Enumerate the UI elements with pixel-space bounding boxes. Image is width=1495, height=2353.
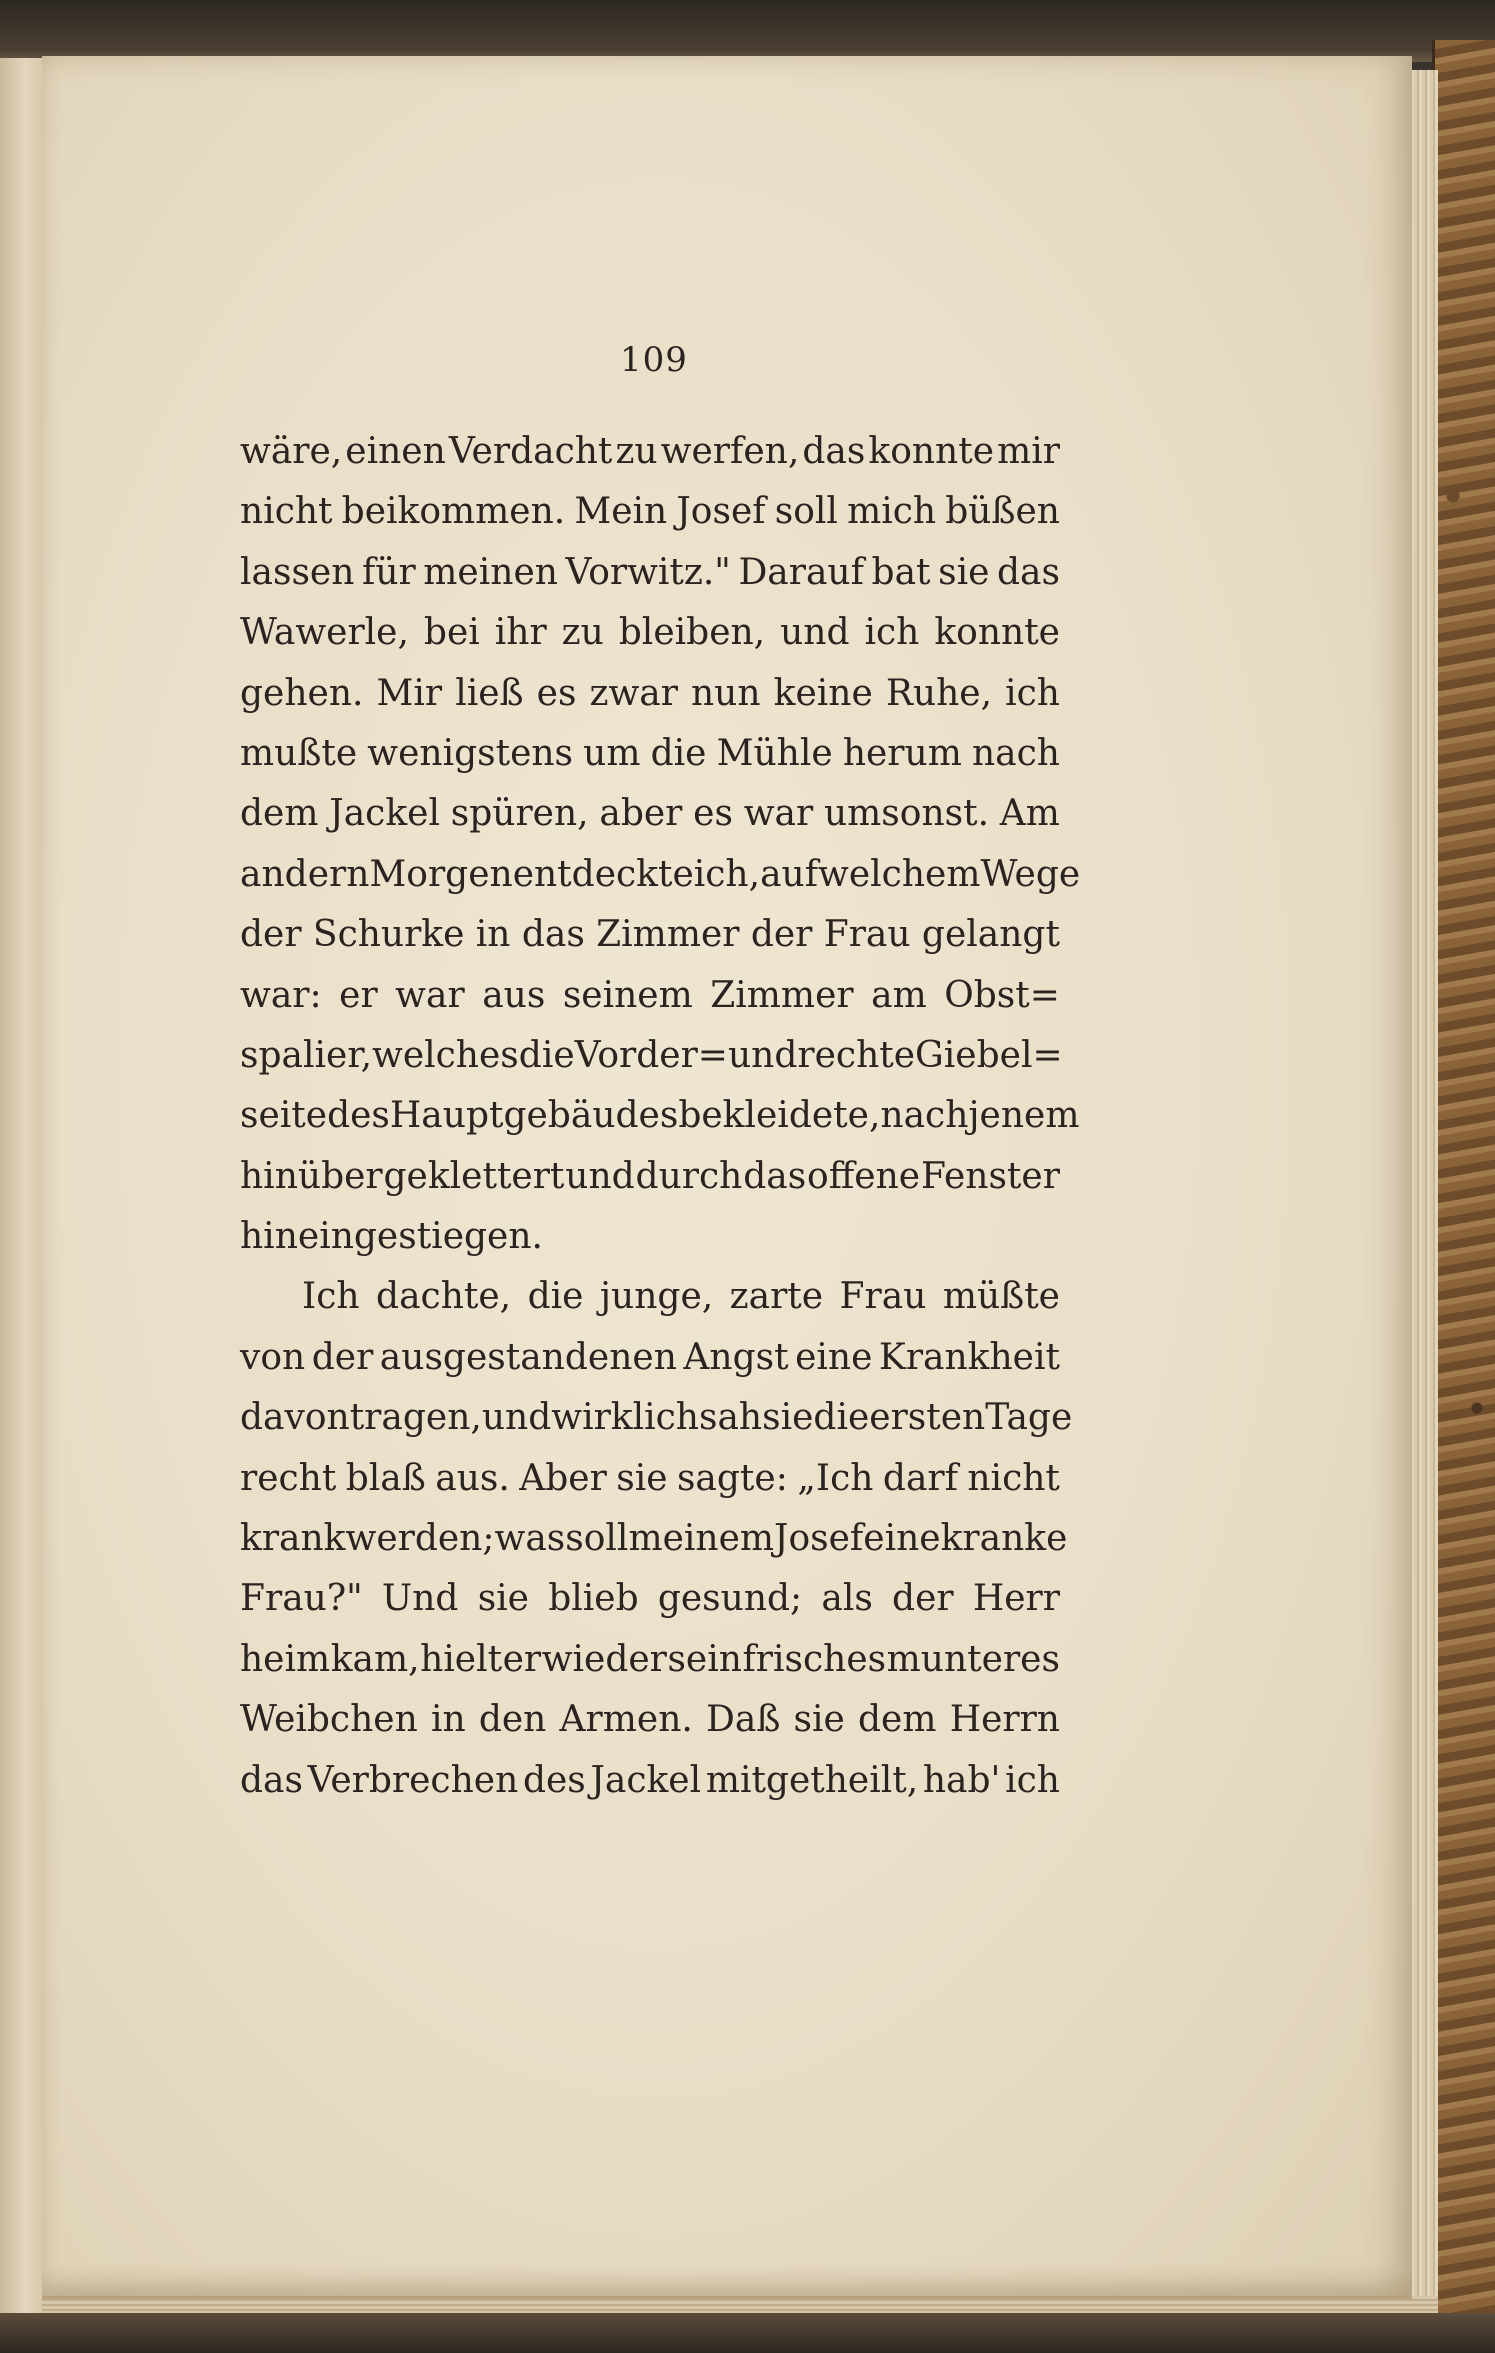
word: Verbrechen (307, 1759, 519, 1801)
word: bat (871, 551, 931, 593)
word: werfen, (660, 431, 800, 472)
word: in (475, 914, 511, 956)
facing-page-edge (0, 58, 44, 2328)
word: gesund; (657, 1578, 803, 1620)
word: Zimmer (710, 974, 854, 1016)
word: bleiben, (618, 612, 766, 654)
word: Ich (302, 1276, 360, 1318)
book-cover-bottom-edge (0, 2313, 1495, 2353)
word: aus (482, 974, 546, 1016)
word: das (743, 1155, 807, 1197)
marbled-cover-edge (1432, 40, 1495, 2320)
word: spalier, (240, 1034, 373, 1076)
word: Herr (972, 1578, 1060, 1620)
word: welchem (818, 853, 981, 895)
word: beikommen. (341, 491, 566, 533)
word: Vorder= (574, 1034, 728, 1076)
text-line (240, 422, 1060, 482)
word: herum (842, 732, 962, 774)
word: die (527, 1276, 584, 1318)
word: nicht (240, 491, 333, 533)
book-cover-top-edge (0, 0, 1495, 62)
body-text (240, 422, 1081, 1811)
word: Mein (574, 491, 668, 533)
word: der (892, 1578, 954, 1620)
word: Wawerle, (240, 612, 409, 654)
word: Aber (519, 1457, 607, 1499)
word: Fenster (920, 1155, 1060, 1197)
word: andern (240, 853, 370, 895)
word: Frau?" (240, 1578, 363, 1620)
word: Daß (706, 1699, 781, 1741)
word: von (240, 1336, 306, 1378)
word: hielt (420, 1638, 503, 1680)
text-line (240, 1207, 1060, 1267)
word: meinem (628, 1518, 775, 1560)
page-number: 109 (620, 340, 688, 380)
word: war (395, 974, 465, 1016)
word: wieder (541, 1638, 667, 1680)
word: spüren, (450, 793, 589, 835)
word: offene (807, 1155, 921, 1197)
word: durch (635, 1155, 743, 1197)
word: krank (240, 1518, 346, 1560)
word: zarte (729, 1276, 824, 1318)
word: konnte (868, 431, 995, 472)
word: „Ich (797, 1457, 874, 1499)
word: das (240, 1759, 303, 1801)
word: einen (345, 431, 446, 472)
word: ich (1005, 672, 1060, 714)
word: seinem (562, 974, 693, 1016)
word: mitgetheilt, (705, 1759, 919, 1801)
word: die (518, 1034, 575, 1076)
word: Wege (980, 853, 1081, 895)
word: Und (381, 1578, 459, 1620)
word: dachte, (376, 1276, 512, 1318)
word: Mühle (716, 732, 833, 774)
text-line (240, 664, 1060, 724)
word: rechte (797, 1034, 916, 1076)
word: als (821, 1578, 873, 1620)
word: Vorwitz." (565, 551, 731, 593)
word: sie (616, 1457, 668, 1499)
text-line (240, 1086, 1080, 1146)
word: Zimmer (596, 914, 740, 956)
word: sie (477, 1578, 529, 1620)
word: Obst= (944, 974, 1060, 1016)
word: welches (372, 1034, 519, 1076)
word: Frau (823, 914, 911, 956)
word: am (871, 974, 927, 1016)
word: er (339, 974, 378, 1016)
word: Am (999, 793, 1060, 835)
word: Mir (376, 672, 443, 714)
word: auf (760, 853, 819, 895)
word: ich, (693, 853, 761, 895)
word: dem (858, 1699, 937, 1741)
word: Hauptgebäudes (389, 1095, 679, 1137)
word: sah (698, 1397, 763, 1439)
text-line (240, 1147, 1060, 1207)
word: nicht (967, 1457, 1060, 1499)
word: sagte: (676, 1457, 788, 1499)
word: die (813, 1397, 870, 1439)
word: entdeckte (512, 853, 694, 895)
word: sein (667, 1638, 742, 1680)
word: Krankheit (878, 1336, 1060, 1378)
word: Josef (774, 1518, 864, 1560)
word: ihr (494, 612, 547, 654)
word: nach (880, 1095, 969, 1137)
word: Jackel (329, 793, 440, 835)
word: mich (847, 491, 937, 533)
word: Herrn (949, 1699, 1060, 1741)
word: Frau (839, 1276, 927, 1318)
word: eine (795, 1336, 873, 1378)
word: konnte (934, 612, 1060, 654)
word: recht (240, 1457, 337, 1499)
word: hinüber (240, 1155, 383, 1197)
word: Giebel= (915, 1034, 1063, 1076)
text-line (240, 1690, 1060, 1750)
word: und (481, 1397, 552, 1439)
word: Armen. (559, 1699, 693, 1741)
word: Jackel (590, 1759, 702, 1801)
word: der (750, 914, 813, 956)
word: aber (599, 793, 683, 835)
word: ich (864, 612, 920, 654)
text-line (240, 1751, 1060, 1811)
word: und (780, 612, 850, 654)
word: soll (774, 491, 838, 533)
word: hab' (922, 1759, 1001, 1801)
text-line (240, 905, 1060, 965)
text-line (240, 1630, 1060, 1690)
word: wenigstens (367, 732, 574, 774)
word: bekleidete, (678, 1095, 881, 1137)
word: sie (938, 551, 990, 593)
word: zu (615, 431, 658, 472)
word: darf (882, 1457, 958, 1499)
word: Weibchen (240, 1699, 418, 1741)
text-line (240, 1328, 1060, 1388)
text-line (240, 784, 1060, 844)
text-line (240, 1267, 1060, 1327)
word: zwar (589, 672, 678, 714)
text-line (240, 1509, 1068, 1569)
word: was (494, 1518, 566, 1560)
word: Schurke (312, 914, 465, 956)
word: Darauf (738, 551, 864, 593)
text-line (240, 603, 1060, 663)
word: müßte (942, 1276, 1060, 1318)
word: war: (240, 974, 322, 1016)
word: sie (793, 1699, 845, 1741)
word: hineingestiegen. (240, 1216, 543, 1258)
word: junge, (599, 1276, 714, 1318)
word: wirklich (551, 1397, 699, 1439)
word: des (327, 1095, 390, 1137)
word: bei (423, 612, 480, 654)
word: Ruhe, (885, 672, 993, 714)
text-line (240, 724, 1060, 784)
word: es (693, 793, 733, 835)
text-line (240, 845, 1081, 905)
word: kam, (330, 1638, 420, 1680)
word: er (502, 1638, 542, 1680)
text-line (240, 1449, 1060, 1509)
word: und (727, 1034, 798, 1076)
word: Josef (676, 491, 766, 533)
text-line (240, 543, 1060, 603)
word: blaß (345, 1457, 426, 1499)
word: gehen. (240, 672, 364, 714)
text-line (240, 1026, 1063, 1086)
word: meinen (423, 551, 558, 593)
word: des (522, 1759, 586, 1801)
word: keine (773, 672, 873, 714)
word: büßen (945, 491, 1060, 533)
word: lassen (240, 551, 355, 593)
word: die (650, 732, 707, 774)
word: Morgen (369, 853, 513, 895)
word: Tage (985, 1397, 1073, 1439)
word: um (583, 732, 641, 774)
word: das (996, 551, 1060, 593)
word: Verdacht (448, 431, 613, 472)
word: das (802, 431, 866, 472)
word: mußte (240, 732, 358, 774)
word: seite (240, 1095, 328, 1137)
word: ließ (455, 672, 524, 714)
word: werden; (345, 1518, 495, 1560)
word: sie (762, 1397, 814, 1439)
word: geklettert (383, 1155, 565, 1197)
word: aus. (435, 1457, 510, 1499)
word: es (536, 672, 577, 714)
word: kranke (940, 1518, 1068, 1560)
word: der (311, 1336, 374, 1378)
word: ersten (869, 1397, 986, 1439)
word: davontragen, (240, 1397, 482, 1439)
word: ich (1005, 1759, 1060, 1801)
word: war (743, 793, 814, 835)
text-line (240, 482, 1060, 542)
word: umsonst. (823, 793, 990, 835)
word: der (240, 914, 302, 956)
text-line (240, 966, 1060, 1026)
word: für (362, 551, 416, 593)
text-line (240, 1569, 1060, 1629)
word: nach (971, 732, 1060, 774)
word: frisches (742, 1638, 887, 1680)
word: gelangt (921, 914, 1060, 956)
word: dem (240, 793, 319, 835)
word: und (565, 1155, 635, 1197)
word: in (430, 1699, 466, 1741)
word: soll (565, 1518, 629, 1560)
word: ausgestandenen (379, 1336, 677, 1378)
word: heim (240, 1638, 331, 1680)
word: den (478, 1699, 547, 1741)
word: munteres (886, 1638, 1060, 1680)
word: blieb (548, 1578, 639, 1620)
word: das (521, 914, 585, 956)
word: Angst (683, 1336, 789, 1378)
word: eine (863, 1518, 941, 1560)
word: mir (997, 431, 1060, 472)
text-line (240, 1388, 1073, 1448)
word: nun (691, 672, 761, 714)
word: jenem (968, 1095, 1080, 1137)
word: wäre, (240, 431, 343, 472)
word: zu (561, 612, 604, 654)
